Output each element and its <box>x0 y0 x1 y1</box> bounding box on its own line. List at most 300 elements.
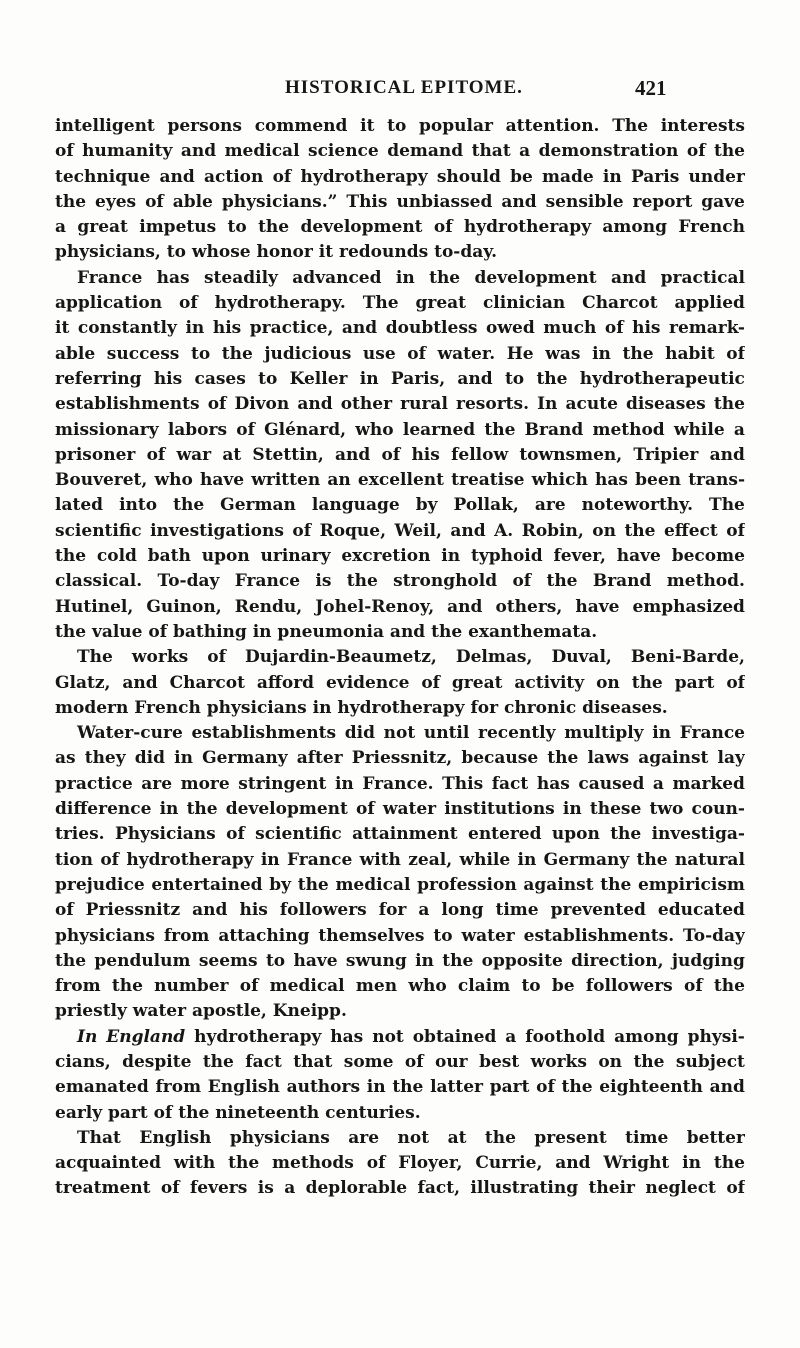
word: the <box>55 191 87 212</box>
word: Beni-Barde, <box>630 647 745 668</box>
word: bath <box>147 546 191 567</box>
word: who <box>355 419 394 440</box>
word: owed <box>486 318 535 339</box>
text-line <box>55 721 745 746</box>
word: a <box>55 217 67 238</box>
word: much <box>543 318 597 339</box>
word: and <box>159 166 195 187</box>
word: by <box>415 495 438 516</box>
word: fevers <box>189 1178 248 1199</box>
word: prejudice <box>55 874 145 895</box>
word: establishments. <box>523 925 675 946</box>
word: and <box>341 318 378 339</box>
word: it <box>360 116 375 136</box>
text-line <box>55 114 745 139</box>
word: of <box>160 1178 180 1199</box>
word: of <box>55 900 74 921</box>
word: of <box>404 1051 424 1072</box>
word: has <box>595 470 628 491</box>
word: in <box>174 748 193 769</box>
word: other <box>340 394 393 415</box>
word: more <box>180 773 230 794</box>
word: caused <box>578 773 645 794</box>
word: of <box>726 343 745 364</box>
word: pendulum <box>94 950 191 971</box>
word: Physicians <box>114 824 216 845</box>
word: water <box>382 799 437 820</box>
word: activity <box>514 672 585 693</box>
word: to <box>504 368 525 389</box>
word: great <box>415 293 467 314</box>
word: effect <box>663 520 718 541</box>
word: fact <box>245 1051 282 1072</box>
word: with <box>359 849 401 870</box>
word: in <box>415 950 434 971</box>
word: recently <box>478 723 556 744</box>
word: hydrotherapy <box>194 1026 322 1047</box>
word: cold <box>96 546 137 567</box>
word: impetus <box>139 217 217 238</box>
word: Delmas, <box>455 647 533 668</box>
word: become <box>671 546 745 567</box>
word: classical. <box>55 571 143 592</box>
word: action <box>203 166 264 187</box>
word: diseases <box>626 394 706 415</box>
word: until <box>423 723 470 744</box>
word: of <box>272 166 292 187</box>
word: water. <box>437 343 496 364</box>
word: illustrating <box>470 1178 579 1199</box>
word: the <box>258 217 290 238</box>
word: referring <box>55 368 142 389</box>
word: gave <box>701 191 745 212</box>
word: physicians <box>55 925 155 946</box>
word: the <box>429 267 461 288</box>
word: constantly <box>77 318 177 339</box>
word: in <box>652 723 672 744</box>
word: success <box>106 343 180 364</box>
word: clinician <box>482 293 566 314</box>
word: Paris <box>630 166 680 187</box>
word: the <box>610 824 642 845</box>
word: emphasized <box>632 596 745 617</box>
text-line <box>55 772 745 797</box>
word: method <box>592 419 665 440</box>
word: the <box>713 1153 745 1174</box>
word: to <box>387 116 407 136</box>
word: the <box>546 571 578 592</box>
word: of <box>292 520 312 541</box>
text-line <box>55 924 745 949</box>
word: a <box>733 419 745 440</box>
word: the <box>202 1051 234 1072</box>
word: among <box>602 217 668 238</box>
text-line <box>55 822 745 847</box>
word: who <box>154 470 193 491</box>
word: Tripier <box>633 444 699 465</box>
word: empiricism <box>637 874 745 895</box>
word: of <box>356 799 375 820</box>
word: in <box>441 546 461 567</box>
word: Guinon, <box>146 596 222 617</box>
word: Dujardin-Beaumetz, <box>245 647 437 668</box>
word: that <box>293 1051 333 1072</box>
word: In <box>77 1026 98 1047</box>
word: laws <box>587 748 630 769</box>
word: neglect <box>645 1178 716 1199</box>
word: obtained <box>412 1026 497 1047</box>
word: steadily <box>203 267 278 288</box>
word: learned <box>402 419 476 440</box>
text-line <box>55 848 745 873</box>
word: hydrotherapy <box>300 166 428 187</box>
word: have <box>616 546 661 567</box>
word: Robin, <box>521 520 584 541</box>
line-text: early part of the nineteenth centuries. <box>55 1102 421 1123</box>
word: advanced <box>292 267 382 288</box>
word: of <box>226 824 245 845</box>
word: the <box>186 799 218 820</box>
word: his <box>212 318 242 339</box>
text-line <box>55 595 745 620</box>
word: multiply <box>564 723 644 744</box>
word: to <box>265 950 286 971</box>
word: judging <box>671 950 745 971</box>
word: the <box>547 748 579 769</box>
word: upon <box>551 824 600 845</box>
word: attaching <box>218 925 310 946</box>
text-line <box>55 873 745 898</box>
word: of <box>236 419 255 440</box>
word: lated <box>55 495 104 516</box>
word: followers <box>279 900 367 921</box>
word: Floyer, <box>398 1153 463 1174</box>
word: methods <box>272 1153 354 1174</box>
word: war <box>176 444 212 465</box>
word: and <box>122 672 158 693</box>
word: of <box>421 672 440 693</box>
word: not <box>397 1127 430 1148</box>
word: who <box>408 976 447 997</box>
word: as <box>55 748 76 769</box>
word: practical <box>660 267 745 288</box>
word: of <box>55 141 74 162</box>
word: excellent <box>357 470 444 491</box>
text-line <box>55 215 745 240</box>
word: Priessnitz, <box>351 748 453 769</box>
word: remark- <box>669 318 745 339</box>
word: and <box>709 444 745 465</box>
word: Charcot <box>169 672 245 693</box>
word: not <box>372 1026 404 1047</box>
word: on <box>596 672 620 693</box>
word: of <box>239 976 259 997</box>
word: of <box>726 1178 745 1199</box>
word: method. <box>666 571 745 592</box>
word: development <box>300 217 423 238</box>
word: after <box>296 748 343 769</box>
word: themselves <box>318 925 425 946</box>
word: of <box>433 217 453 238</box>
word: in <box>562 799 582 820</box>
word: Paris, <box>390 368 446 389</box>
word: his <box>153 368 183 389</box>
word: treatise <box>451 470 525 491</box>
word: some <box>343 1051 394 1072</box>
word: and <box>457 368 493 389</box>
word: entertained <box>151 874 263 895</box>
word: the <box>442 950 474 971</box>
word: and <box>501 191 537 212</box>
word: works <box>131 647 189 668</box>
word: of <box>100 849 119 870</box>
word: the <box>713 141 745 162</box>
word: these <box>589 799 642 820</box>
word: This <box>346 191 388 212</box>
word: the <box>228 1153 260 1174</box>
text-line <box>55 645 745 670</box>
word: Germany <box>202 748 288 769</box>
word: doubtless <box>385 318 478 339</box>
text-line <box>55 266 745 291</box>
word: German <box>220 495 296 516</box>
word: claim <box>457 976 511 997</box>
word: of <box>366 1153 386 1174</box>
word: into <box>119 495 158 516</box>
word: have <box>575 596 620 617</box>
word: Hutinel, <box>55 596 134 617</box>
text-line <box>55 418 745 443</box>
word: made <box>541 166 594 187</box>
word: To-day <box>157 571 220 592</box>
word: the <box>713 394 745 415</box>
word: Currie, <box>475 1153 543 1174</box>
word: of <box>407 343 426 364</box>
word: against <box>523 874 594 895</box>
text-line <box>55 544 745 569</box>
word: of <box>684 976 703 997</box>
line-text: priestly water apostle, Kneipp. <box>55 1001 347 1022</box>
word: the <box>346 571 378 592</box>
word: trans- <box>688 470 745 491</box>
word: and <box>447 596 483 617</box>
word: hydrotherapeutic <box>579 368 745 389</box>
word: to <box>190 343 211 364</box>
word: evidence <box>326 672 410 693</box>
word: with <box>173 1153 216 1174</box>
text-line <box>55 569 745 594</box>
word: the <box>392 1077 424 1098</box>
word: practice, <box>249 318 334 339</box>
word: Stettin, <box>252 444 324 465</box>
text-line <box>55 165 745 190</box>
word: latter <box>430 1077 484 1098</box>
text-line <box>55 468 745 493</box>
word: tries. <box>55 824 105 845</box>
line-text: the value of bathing in pneumonia and the exanthemata. <box>55 621 598 642</box>
word: did <box>134 748 165 769</box>
word: the <box>600 874 632 895</box>
word: entered <box>468 824 542 845</box>
word: upon <box>201 546 250 567</box>
word: great <box>451 672 503 693</box>
word: opposite <box>481 950 563 971</box>
word: seems <box>198 950 258 971</box>
word: and <box>555 1153 591 1174</box>
word: written <box>251 470 321 491</box>
word: best <box>479 1051 520 1072</box>
word: Weil, <box>394 520 442 541</box>
word: from <box>163 925 210 946</box>
text-line <box>55 999 745 1024</box>
word: in <box>682 1153 701 1174</box>
word: missionary <box>55 419 159 440</box>
word: a <box>652 773 664 794</box>
text-line <box>55 1101 745 1126</box>
word: in <box>517 849 537 870</box>
word: To-day <box>683 925 745 946</box>
word: interests <box>660 116 745 136</box>
word: the <box>624 520 656 541</box>
text-line <box>55 493 745 518</box>
word: science <box>308 141 379 162</box>
word: sensible <box>545 191 624 212</box>
word: of <box>381 444 401 465</box>
word: his <box>632 318 661 339</box>
word: French <box>678 217 745 238</box>
word: In <box>537 394 558 415</box>
word: while <box>459 849 511 870</box>
word: cases <box>194 368 246 389</box>
word: by <box>269 874 292 895</box>
text-line <box>55 139 745 164</box>
text-line <box>55 1075 745 1100</box>
word: the <box>55 950 87 971</box>
text-line <box>55 519 745 544</box>
word: coun- <box>691 799 745 820</box>
word: Glatz, <box>55 672 111 693</box>
word: Roque, <box>319 520 387 541</box>
text-line <box>55 1176 745 1201</box>
word: England <box>106 1026 186 1047</box>
word: rural <box>400 394 448 415</box>
word: for <box>378 900 407 921</box>
text-line <box>55 1025 745 1050</box>
word: hydrotherapy <box>126 849 254 870</box>
word: labors <box>167 419 228 440</box>
word: on <box>592 520 616 541</box>
word: works <box>530 1051 587 1072</box>
word: development <box>225 799 348 820</box>
word: great <box>77 217 128 238</box>
text-line <box>55 898 745 923</box>
word: to <box>433 925 453 946</box>
word: humanity <box>82 141 173 162</box>
word: resorts. <box>456 394 529 415</box>
word: authors <box>286 1077 361 1098</box>
word: of <box>726 520 745 541</box>
word: profession <box>417 874 517 895</box>
word: in <box>395 267 415 288</box>
word: of <box>207 647 226 668</box>
word: scientific <box>255 824 342 845</box>
word: in <box>592 343 611 364</box>
word: use <box>362 343 396 364</box>
word: France <box>234 571 301 592</box>
word: have <box>200 470 245 491</box>
word: the <box>622 343 654 364</box>
word: Priessnitz <box>85 900 181 921</box>
word: Wright <box>603 1153 670 1174</box>
text-line <box>55 974 745 999</box>
word: demonstration <box>538 141 679 162</box>
word: stronghold <box>393 571 498 592</box>
text-line <box>55 316 745 341</box>
word: afford <box>256 672 315 693</box>
word: physicians.” <box>221 191 338 212</box>
word: of <box>207 394 227 415</box>
word: commend <box>254 116 348 136</box>
word: followers <box>585 976 673 997</box>
word: lay <box>717 748 745 769</box>
word: practice <box>55 773 133 794</box>
word: of <box>686 141 706 162</box>
text-line <box>55 696 745 721</box>
word: of <box>512 571 532 592</box>
line-text: modern French physicians in hydrotherapy for chronic diseases. <box>55 697 668 718</box>
word: and <box>610 267 647 288</box>
word: because <box>461 748 539 769</box>
word: urinary <box>260 546 331 567</box>
word: prisoner <box>55 444 136 465</box>
word: judicious <box>264 343 352 364</box>
word: a <box>519 141 531 162</box>
word: unbiassed <box>396 191 493 212</box>
word: a <box>505 1026 517 1047</box>
word: intelligent <box>55 116 155 136</box>
word: language <box>311 495 400 516</box>
word: Pollak, <box>453 495 519 516</box>
word: the <box>713 976 745 997</box>
word: among <box>614 1026 679 1047</box>
word: the <box>633 1051 665 1072</box>
word: have <box>293 950 338 971</box>
text-line <box>55 1050 745 1075</box>
word: water <box>461 925 515 946</box>
text-line <box>55 746 745 771</box>
word: of <box>146 444 166 465</box>
text-line <box>55 949 745 974</box>
word: Divon <box>234 394 290 415</box>
word: of <box>179 293 198 314</box>
word: better <box>686 1127 745 1148</box>
word: application <box>55 293 163 314</box>
word: should <box>436 166 501 187</box>
word: marked <box>672 773 745 794</box>
word: has <box>156 267 190 288</box>
word: France <box>287 849 353 870</box>
text-line <box>55 620 745 645</box>
word: France <box>679 723 745 744</box>
word: report <box>632 191 693 212</box>
word: part <box>674 672 715 693</box>
word: France. <box>362 773 434 794</box>
word: persons <box>167 116 242 136</box>
word: the <box>111 976 143 997</box>
word: part <box>489 1077 530 1098</box>
word: technique <box>55 166 151 187</box>
word: the <box>55 546 87 567</box>
